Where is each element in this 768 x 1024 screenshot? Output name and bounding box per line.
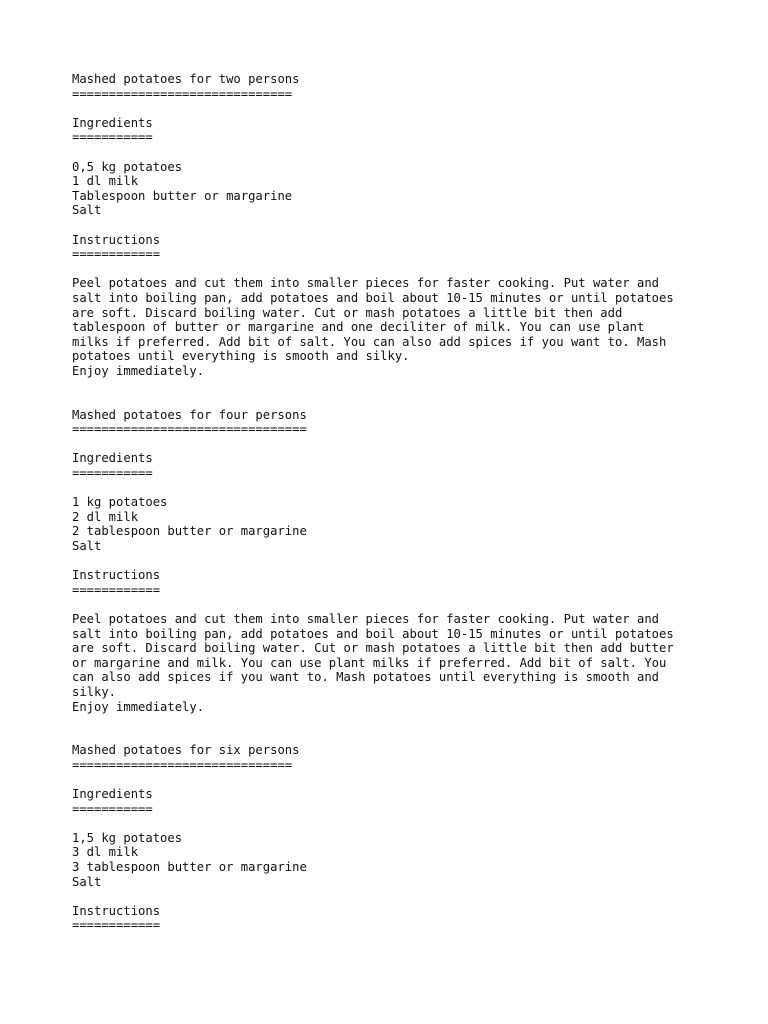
heading-underline: ============ xyxy=(72,918,161,933)
recipe-four-persons xyxy=(72,408,712,714)
ingredient-item: 2 tablespoon butter or margarine xyxy=(72,524,307,539)
instruction-line: Enjoy immediately. xyxy=(72,699,205,714)
heading-underline: ============ xyxy=(72,247,161,262)
blank-line xyxy=(72,773,712,788)
ingredient-item: 3 tablespoon butter or margarine xyxy=(72,860,307,875)
ingredient-item: Salt xyxy=(72,203,102,218)
instruction-line: tablespoon of butter or margarine and one deciliter of milk. You can use plant xyxy=(72,320,645,335)
ingredients-heading: Ingredients xyxy=(72,787,153,802)
ingredients-heading: Ingredients xyxy=(72,451,153,466)
instructions-heading: Instructions xyxy=(72,232,161,247)
blank-line xyxy=(72,437,712,452)
ingredient-item: 1,5 kg potatoes xyxy=(72,830,183,845)
title-underline: ============================== xyxy=(72,86,293,101)
instruction-line: Peel potatoes and cut them into smaller pieces for faster cooking. Put water and xyxy=(72,276,659,291)
recipe-title: Mashed potatoes for four persons xyxy=(72,407,307,422)
instruction-line: Enjoy immediately. xyxy=(72,363,205,378)
recipe-two-persons xyxy=(72,72,712,378)
recipe-title: Mashed potatoes for two persons xyxy=(72,72,300,86)
instruction-line: are soft. Discard boiling water. Cut or mash potatoes a little bit then add butter xyxy=(72,641,674,656)
instruction-line: milks if preferred. Add bit of salt. You can also add spices if you want to. Mash xyxy=(72,334,667,349)
instructions-heading: Instructions xyxy=(72,903,161,918)
instruction-line: are soft. Discard boiling water. Cut or mash potatoes a little bit then add xyxy=(72,305,623,320)
heading-underline: ============ xyxy=(72,582,161,597)
recipe-title: Mashed potatoes for six persons xyxy=(72,743,300,758)
title-underline: ================================ xyxy=(72,422,307,437)
instruction-line: potatoes until everything is smooth and silky. xyxy=(72,349,410,364)
instruction-line: silky. xyxy=(72,684,117,699)
blank-line xyxy=(72,554,712,569)
ingredient-item: 1 dl milk xyxy=(72,174,139,189)
ingredients-heading: Ingredients xyxy=(72,115,153,130)
blank-line xyxy=(72,597,712,612)
blank-line xyxy=(72,816,712,831)
ingredient-item: 2 dl milk xyxy=(72,509,139,524)
blank-line xyxy=(72,218,712,233)
ingredient-item: 1 kg potatoes xyxy=(72,495,168,510)
instruction-line: Peel potatoes and cut them into smaller pieces for faster cooking. Put water and xyxy=(72,611,659,626)
instructions-heading: Instructions xyxy=(72,568,161,583)
blank-line xyxy=(72,481,712,496)
recipe-six-persons xyxy=(72,743,712,933)
section-spacer xyxy=(72,714,712,743)
instruction-line: or margarine and milk. You can use plant milks if preferred. Add bit of salt. You xyxy=(72,655,667,670)
blank-line xyxy=(72,101,712,116)
heading-underline: =========== xyxy=(72,130,153,145)
document-page xyxy=(72,72,712,933)
section-spacer xyxy=(72,378,712,407)
ingredient-item: Tablespoon butter or margarine xyxy=(72,188,293,203)
ingredient-item: Salt xyxy=(72,539,102,553)
heading-underline: =========== xyxy=(72,466,153,481)
ingredient-item: Salt xyxy=(72,874,102,889)
ingredient-item: 0,5 kg potatoes xyxy=(72,159,183,174)
blank-line xyxy=(72,145,712,160)
blank-line xyxy=(72,262,712,277)
instruction-line: salt into boiling pan, add potatoes and boil about 10-15 minutes or until potatoes xyxy=(72,626,674,641)
ingredient-item: 3 dl milk xyxy=(72,845,139,860)
heading-underline: =========== xyxy=(72,801,153,816)
instruction-line: salt into boiling pan, add potatoes and boil about 10-15 minutes or until potatoes xyxy=(72,290,674,305)
blank-line xyxy=(72,889,712,904)
title-underline: ============================== xyxy=(72,757,293,772)
instruction-line: can also add spices if you want to. Mash potatoes until everything is smooth and xyxy=(72,670,659,685)
